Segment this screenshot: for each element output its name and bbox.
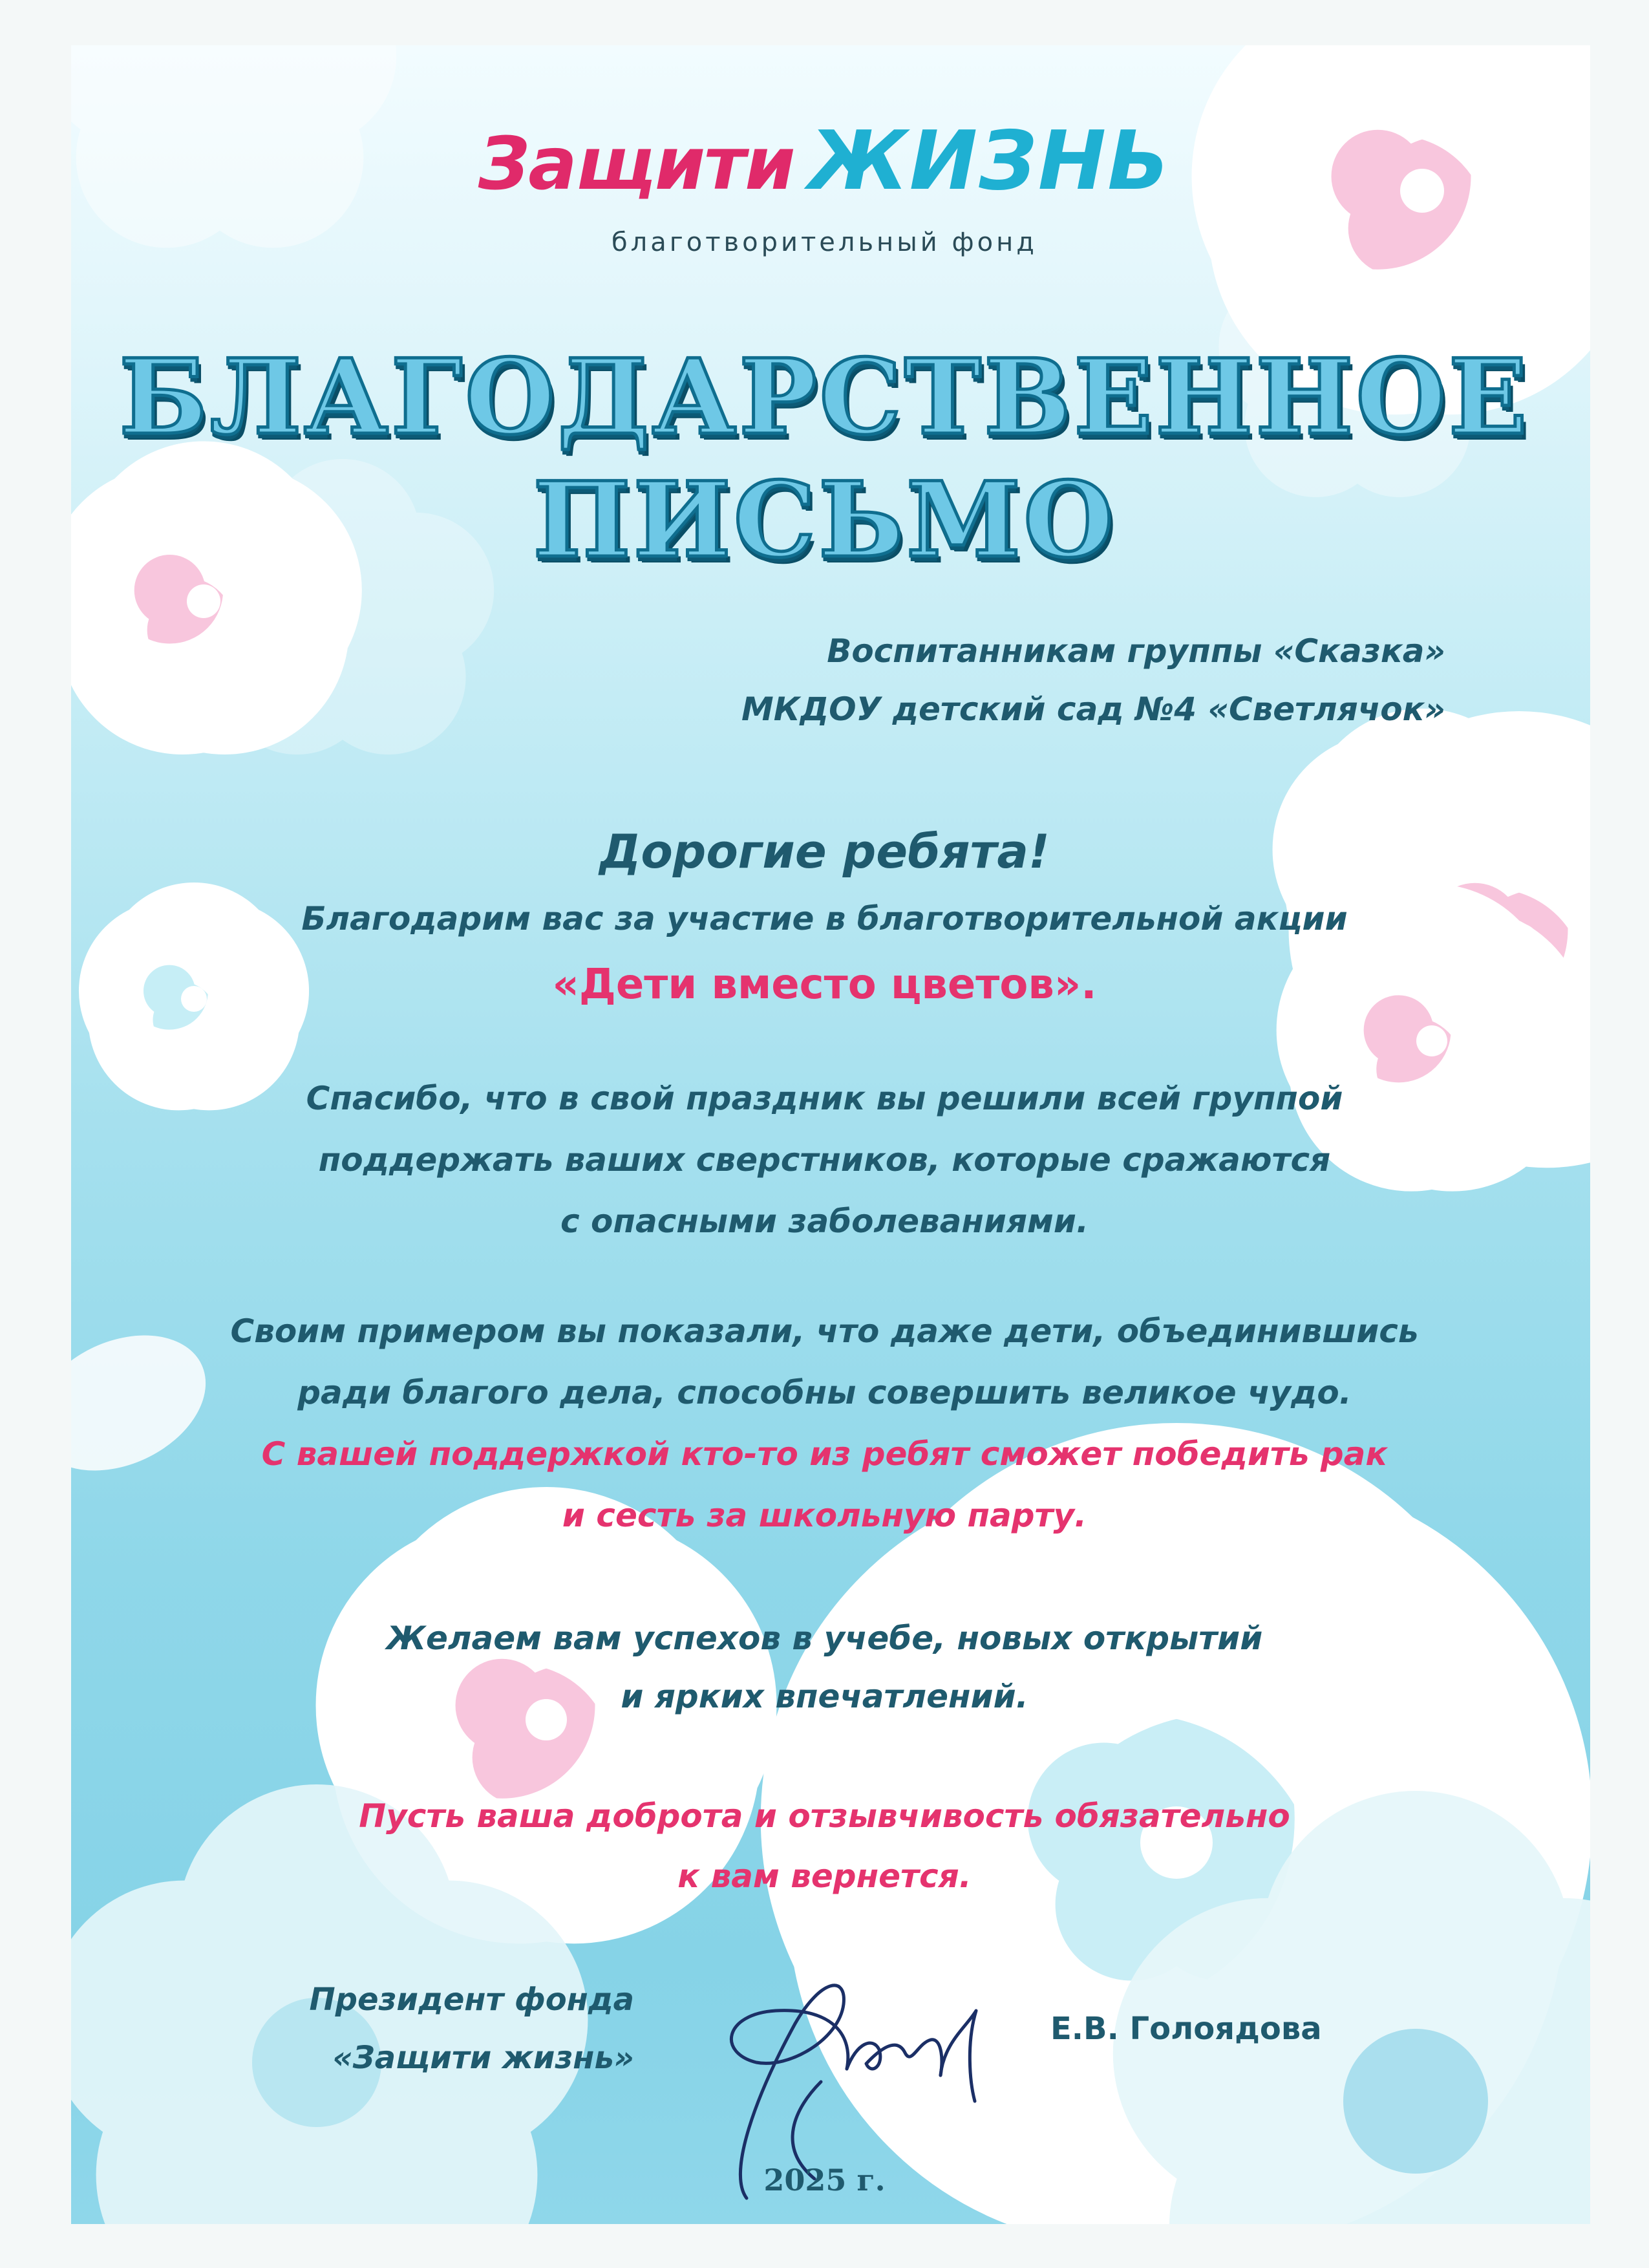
title-line-2: ПИСЬМО [533, 459, 1116, 581]
signer-position-line-2: «Защити жизнь» [332, 2040, 634, 2076]
paragraph-2-highlight-line-1: С вашей поддержкой кто-то из ребят сможет победить рак [261, 1435, 1388, 1473]
foundation-logo [0, 113, 1649, 208]
title-line-1: БЛАГОДАРСТВЕННОЕ [119, 336, 1530, 458]
logo-word-life: ЖИЗНЬ [808, 113, 1171, 208]
paragraph-1-line-3: с опасными заболеваниями. [560, 1203, 1089, 1240]
paragraph-2-line-2: ради благого дела, способны совершить великое чудо. [297, 1374, 1352, 1411]
signer-name: Е.В. Голоядова [1050, 2011, 1322, 2047]
wishes-line-1: Желаем вам успехов в учебе, новых открытий [386, 1620, 1263, 1657]
closing-line-2: к вам вернется. [677, 1857, 972, 1895]
paragraph-2-line-1: Своим примером вы показали, что даже дети, объединившись [230, 1312, 1419, 1350]
recipient-line-2: МКДОУ детский сад №4 «Светлячок» [741, 690, 1445, 728]
paragraph-1-line-1: Спасибо, что в свой праздник вы решили всей группой [306, 1080, 1343, 1117]
wishes-line-2: и ярких впечатлений. [621, 1678, 1028, 1715]
signer-position-line-1: Президент фонда [309, 1982, 634, 2018]
paragraph-2-highlight-line-2: и сесть за школьную парту. [562, 1497, 1087, 1534]
greeting: Дорогие ребята! [599, 824, 1050, 879]
recipient-line-1: Воспитанникам группы «Сказка» [827, 632, 1445, 670]
logo-word-protect: Защити [478, 122, 794, 206]
closing-line-1: Пусть ваша доброта и отзывчивость обязательно [359, 1797, 1290, 1835]
campaign-name: «Дети вместо цветов». [552, 961, 1097, 1009]
logo-subtitle: благотворительный фонд [612, 228, 1037, 257]
thanks-line: Благодарим вас за участие в благотворительной акции [301, 900, 1348, 937]
letter-year: 2025 г. [763, 2163, 886, 2198]
paragraph-1-line-2: поддержать ваших сверстников, которые сражаются [318, 1141, 1331, 1179]
